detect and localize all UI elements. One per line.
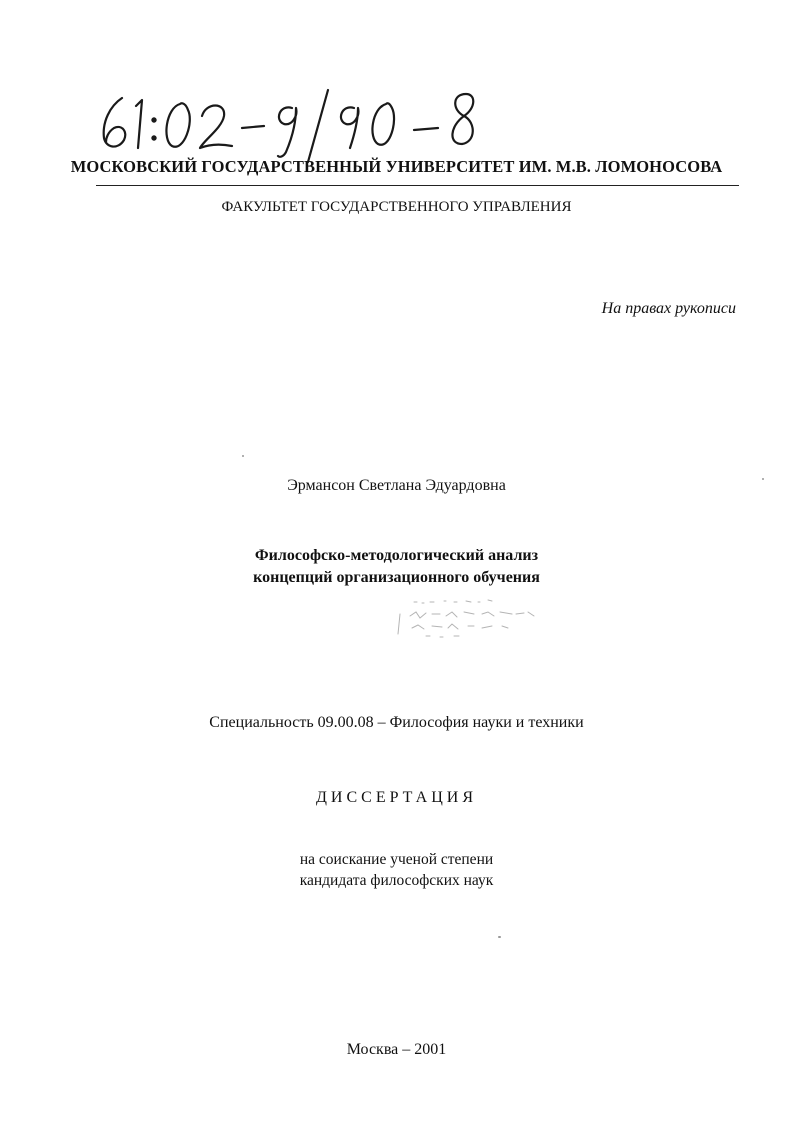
author-name: Эрмансон Светлана Эдуардовна bbox=[287, 477, 506, 494]
scan-speck bbox=[242, 455, 244, 457]
degree-line-2: кандидата философских наук bbox=[299, 872, 494, 889]
faded-stamp-mark bbox=[392, 590, 552, 645]
degree-line-1: на соискание ученой степени bbox=[299, 851, 494, 868]
handwritten-catalog-number-drawing bbox=[92, 86, 492, 168]
scan-speck bbox=[498, 936, 501, 938]
degree-description bbox=[0, 849, 793, 891]
specialty-line: Специальность 09.00.08 – Философия науки и техники bbox=[209, 714, 584, 731]
manuscript-rights-note: На правах рукописи bbox=[601, 300, 736, 317]
city-and-year: Москва – 2001 bbox=[346, 1041, 447, 1058]
faculty-name: ФАКУЛЬТЕТ ГОСУДАРСТВЕННОГО УПРАВЛЕНИЯ bbox=[221, 199, 572, 215]
dissertation-title bbox=[0, 545, 793, 589]
handwritten-catalog-number bbox=[92, 86, 492, 168]
title-line-1: Философско-методологический анализ bbox=[254, 547, 539, 564]
university-name: МОСКОВСКИЙ ГОСУДАРСТВЕННЫЙ УНИВЕРСИТЕТ ИМ. М.В. ЛОМОНОСОВА bbox=[70, 157, 723, 176]
title-line-2: концепций организационного обучения bbox=[253, 569, 540, 586]
faded-stamp-drawing bbox=[392, 590, 552, 645]
header-divider bbox=[96, 185, 739, 186]
document-type-heading: ДИССЕРТАЦИЯ bbox=[316, 789, 477, 806]
scan-speck bbox=[762, 478, 764, 480]
